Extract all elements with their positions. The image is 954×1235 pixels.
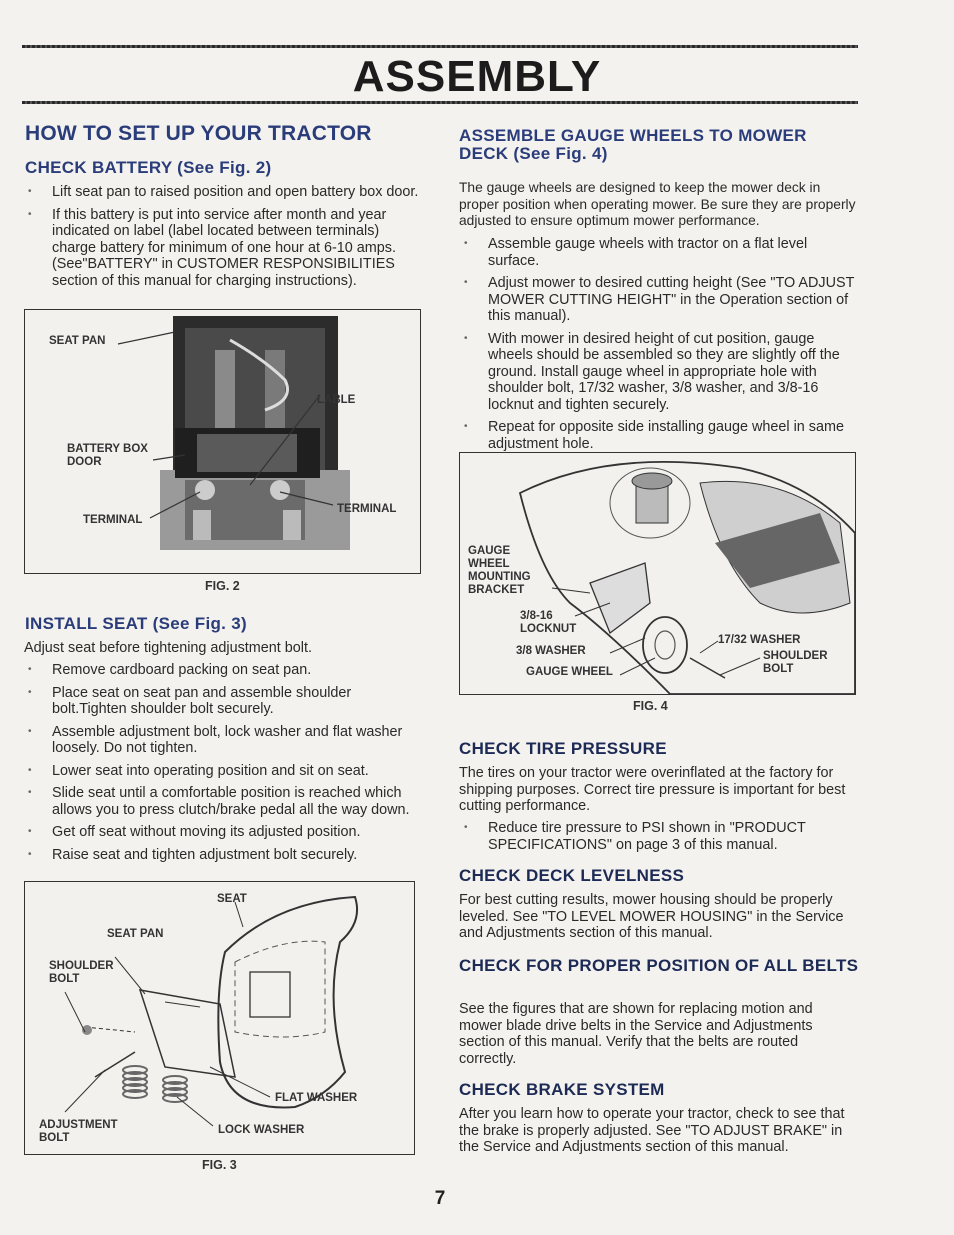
label-terminal-left: TERMINAL bbox=[83, 514, 143, 526]
list-item: • Repeat for opposite side installing gauge wheel in same adjustment hole. bbox=[459, 419, 857, 452]
seat-steps bbox=[23, 662, 419, 863]
label-flat-washer: FLAT WASHER bbox=[275, 1092, 358, 1104]
list-item: • Reduce tire pressure to PSI shown in "PRODUCT SPECIFICATIONS" on page 3 of this manual. bbox=[459, 820, 857, 853]
label-gauge-wheel: GAUGE WHEEL bbox=[526, 666, 613, 678]
gauge-steps bbox=[459, 236, 857, 452]
belts-text: See the figures that are shown for replacing motion and mower blade drive belts in the Service and Adjustments section of this manual. Verify that the belts are routed correctly. bbox=[459, 1001, 813, 1067]
list-item: • Remove cardboard packing on seat pan. bbox=[23, 662, 419, 679]
label-lable: LABLE bbox=[317, 394, 356, 406]
label-seat-pan: SEAT PAN bbox=[49, 335, 106, 347]
list-item: • Slide seat until a comfortable position is reached which allows you to press clutch/brake pedal all the way down. bbox=[23, 785, 419, 818]
brake-text: After you learn how to operate your tractor, check to see that the brake is properly adjusted. See "TO ADJUST BRAKE" in the Service and Adjustments section of this manual. bbox=[459, 1106, 845, 1155]
figure-2-caption: FIG. 2 bbox=[205, 579, 240, 593]
label-battery-box-door: BATTERY BOX DOOR bbox=[67, 443, 148, 468]
label-washer-17-32: 17/32 WASHER bbox=[718, 634, 801, 646]
tire-heading: CHECK TIRE PRESSURE bbox=[459, 739, 667, 758]
figure-4 bbox=[459, 452, 856, 695]
seat-intro: Adjust seat before tightening adjustment bolt. bbox=[24, 640, 312, 656]
label-shoulder-bolt: SHOULDER BOLT bbox=[49, 960, 114, 985]
battery-steps bbox=[23, 184, 423, 289]
gauge-intro: The gauge wheels are designed to keep the mower deck in proper position when operating mower. Be sure they are properly adjusted to ensure optimum mower performance. bbox=[459, 180, 856, 228]
list-item: • Adjust mower to desired cutting height (See "TO ADJUST MOWER CUTTING HEIGHT" in the Operation section of this manual). bbox=[459, 275, 857, 325]
label-adjustment-bolt: ADJUSTMENT BOLT bbox=[39, 1119, 118, 1144]
label-lock-washer: LOCK WASHER bbox=[218, 1124, 305, 1136]
figure-3 bbox=[24, 881, 415, 1155]
list-item: • Place seat on seat pan and assemble shoulder bolt.Tighten shoulder bolt securely. bbox=[23, 685, 419, 718]
belts-heading: CHECK FOR PROPER POSITION OF ALL BELTS bbox=[459, 956, 859, 975]
label-seat: SEAT bbox=[217, 893, 247, 905]
deck-text: For best cutting results, mower housing should be properly leveled. See "TO LEVEL MOWER HOUSING" in the Service and Adjustments section of this manual. bbox=[459, 892, 844, 941]
tire-steps bbox=[459, 820, 857, 853]
list-item: • Lower seat into operating position and sit on seat. bbox=[23, 763, 419, 780]
seat-heading: INSTALL SEAT (See Fig. 3) bbox=[25, 614, 247, 633]
list-item: • Raise seat and tighten adjustment bolt securely. bbox=[23, 847, 419, 864]
label-locknut: 3/8-16 LOCKNUT bbox=[520, 610, 577, 635]
battery-heading: CHECK BATTERY (See Fig. 2) bbox=[25, 158, 272, 177]
gauge-heading: ASSEMBLE GAUGE WHEELS TO MOWER DECK (See Fig. 4) bbox=[459, 126, 807, 163]
battery-illustration bbox=[25, 310, 420, 573]
list-item: • With mower in desired height of cut position, gauge wheels should be assembled so they are slightly off the ground. Install gauge wheel in appropriate hole with shoulder bolt, 17/32 washer, 3/8 washer, and 3/8-16 locknut and tighten securely. bbox=[459, 331, 857, 414]
seat-illustration bbox=[25, 882, 414, 1154]
label-washer-3-8: 3/8 WASHER bbox=[516, 645, 586, 657]
label-mounting-bracket: GAUGE WHEEL MOUNTING BRACKET bbox=[468, 545, 531, 596]
figure-2 bbox=[24, 309, 421, 574]
page-number: 7 bbox=[434, 1188, 446, 1209]
label-seat-pan: SEAT PAN bbox=[107, 928, 164, 940]
list-item: • Assemble gauge wheels with tractor on a flat level surface. bbox=[459, 236, 857, 269]
figure-3-caption: FIG. 3 bbox=[202, 1158, 237, 1172]
list-item: • Lift seat pan to raised position and open battery box door. bbox=[23, 184, 423, 201]
label-shoulder-bolt: SHOULDER BOLT bbox=[763, 650, 828, 675]
page-title: ASSEMBLY bbox=[352, 52, 602, 101]
list-item: • If this battery is put into service after month and year indicated on label (label located between terminals) charge battery for minimum of one hour at 6-10 amps. (See"BATTERY" in CUSTOMER RESPONSIBILITIES section of this manual for charging instructions). bbox=[23, 207, 423, 290]
label-terminal-right: TERMINAL bbox=[337, 503, 397, 515]
deck-heading: CHECK DECK LEVELNESS bbox=[459, 866, 685, 885]
figure-4-caption: FIG. 4 bbox=[633, 699, 668, 713]
section-heading: HOW TO SET UP YOUR TRACTOR bbox=[25, 122, 372, 145]
bottom-rule bbox=[22, 101, 858, 104]
tire-intro: The tires on your tractor were overinflated at the factory for shipping purposes. Correct tire pressure is important for best cutting performance. bbox=[459, 765, 846, 814]
list-item: • Assemble adjustment bolt, lock washer and flat washer loosely. Do not tighten. bbox=[23, 724, 419, 757]
list-item: • Get off seat without moving its adjusted position. bbox=[23, 824, 419, 841]
top-rule bbox=[22, 45, 858, 48]
brake-heading: CHECK BRAKE SYSTEM bbox=[459, 1080, 665, 1099]
